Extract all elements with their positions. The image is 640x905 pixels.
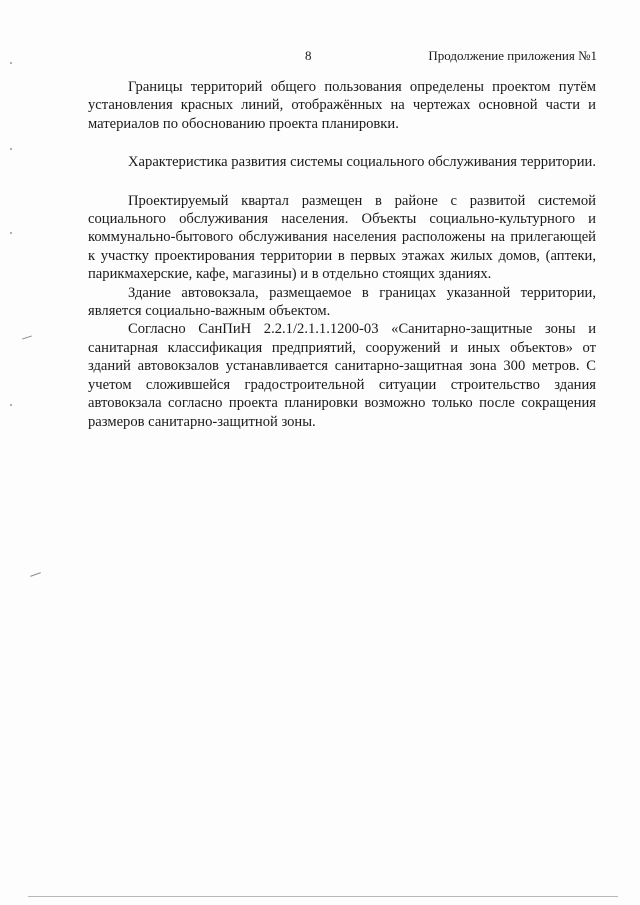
paragraph-public-areas: Границы территорий общего пользования определены проектом путём установления красных линий, отображённых на чертежах основной части и материалов по обоснованию проекта планировки. [88,79,596,132]
document-body [88,78,596,431]
scan-bottom-edge [28,896,618,897]
scan-mark [30,572,41,577]
page-number: 8 [305,48,312,63]
paragraph-sanitary-zone: Согласно СанПиН 2.2.1/2.1.1.1200-03 «Санитарно-защитные зоны и санитарная классификация предприятий, сооружений и иных объектов» от зданий автовокзалов устанавливается санитарно-защитная зона 300 метров. С учетом сложившейся градостроительной ситуации строительство здания автовокзала согласно проекта планировки возможно только после сокращения размеров санитарно-защитной зоны. [88,321,596,430]
scan-dot [10,232,12,234]
section-heading-social-services: Характеристика развития системы социального обслуживания территории. [128,154,596,171]
scan-dot [10,62,12,64]
paragraph-bus-station: Здание автовокзала, размещаемое в границах указанной территории, является социально-важным объектом. [88,284,596,320]
paragraph-quarter-location: Проектируемый квартал размещен в районе с развитой системой социального обслуживания населения. Объекты социально-культурного и коммунально-бытового обслуживания населения расположены на прилегающей к участку проектирования территории в первых этажах жилых домов, (аптеки, парикмахерские, кафе, магазины) и в отдельно стоящих зданиях. [88,192,596,283]
scan-dot [10,404,12,406]
paragraph-spacer [88,172,596,192]
page-header [0,48,640,66]
paragraph-spacer [88,133,596,153]
scan-dot [10,148,12,150]
appendix-continuation-label: Продолжение приложения №1 [428,48,597,63]
scan-mark [22,335,32,339]
